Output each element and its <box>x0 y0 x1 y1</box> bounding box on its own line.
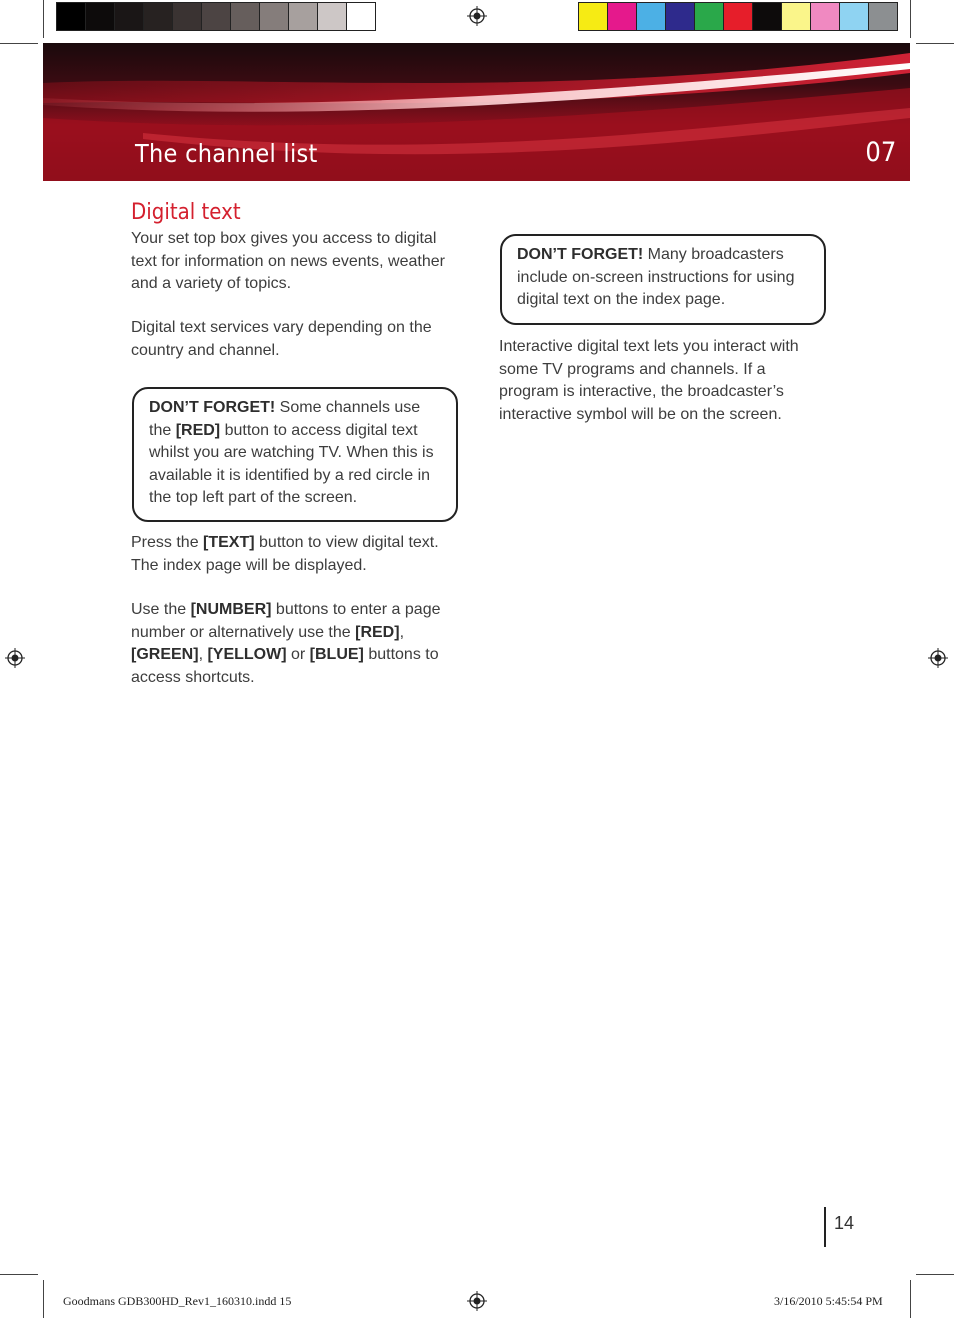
color-swatch <box>666 3 695 30</box>
process-color-bar <box>578 2 898 31</box>
services-paragraph: Digital text services vary depending on the country and channel. <box>131 319 432 359</box>
crop-mark <box>910 1280 911 1318</box>
footer-file-name: Goodmans GDB300HD_Rev1_160310.indd 15 <box>63 1294 292 1308</box>
shortcut-paragraph: Use the [NUMBER] buttons to enter a page number or alternatively use the [RED], [GREEN], [YELLOW] or [BLUE] buttons to access shortcuts. <box>131 601 441 686</box>
footer-timestamp: 3/16/2010 5:45:54 PM <box>774 1294 883 1308</box>
gray-swatch <box>231 3 260 30</box>
dont-forget-callout-index: DON’T FORGET! Many broadcasters include on-screen instructions for using digital text on the index page. <box>500 234 826 325</box>
gray-swatch <box>173 3 202 30</box>
page-number: 14 <box>834 1213 855 1233</box>
crop-mark <box>0 1274 38 1275</box>
color-swatch <box>869 3 897 30</box>
registration-mark-icon <box>5 648 25 668</box>
chapter-banner <box>43 43 910 181</box>
crop-mark <box>916 43 954 44</box>
crop-mark <box>910 0 911 38</box>
callout-label: DON’T FORGET! <box>149 399 276 416</box>
chapter-number: 07 <box>865 137 896 168</box>
color-swatch <box>695 3 724 30</box>
section-title: The channel list <box>135 139 318 168</box>
color-swatch <box>782 3 811 30</box>
section-heading: Digital text <box>131 200 241 225</box>
gray-swatch <box>86 3 115 30</box>
interactive-paragraph: Interactive digital text lets you interact with some TV programs and channels. If a program is interactive, the broadcaster’s interactive symbol will be on the screen. <box>499 338 799 423</box>
dont-forget-callout-red: DON’T FORGET! Some channels use the [RED] button to access digital text whilst you are watching TV. When this is available it is identified by a red circle in the top left part of the screen. <box>132 387 458 522</box>
registration-mark-icon <box>467 6 487 26</box>
gray-swatch <box>318 3 347 30</box>
intro-paragraph: Your set top box gives you access to digital text for information on news events, weather and a variety of topics. <box>131 230 445 292</box>
gray-swatch <box>202 3 231 30</box>
crop-mark <box>916 1274 954 1275</box>
gray-swatch <box>115 3 144 30</box>
color-swatch <box>811 3 840 30</box>
grayscale-color-bar <box>56 2 376 31</box>
callout-label: DON’T FORGET! <box>517 246 644 263</box>
page-number-divider <box>824 1207 826 1247</box>
text-button-paragraph: Press the [TEXT] button to view digital text. The index page will be displayed. <box>131 534 439 574</box>
gray-swatch <box>144 3 173 30</box>
color-swatch <box>637 3 666 30</box>
gray-swatch <box>57 3 86 30</box>
gray-swatch <box>260 3 289 30</box>
color-swatch <box>608 3 637 30</box>
color-swatch <box>579 3 608 30</box>
color-swatch <box>753 3 782 30</box>
crop-mark <box>43 0 44 38</box>
color-swatch <box>840 3 869 30</box>
gray-swatch <box>347 3 375 30</box>
registration-mark-icon <box>928 648 948 668</box>
registration-mark-icon <box>467 1291 487 1311</box>
color-swatch <box>724 3 753 30</box>
crop-mark <box>43 1280 44 1318</box>
gray-swatch <box>289 3 318 30</box>
crop-mark <box>0 43 38 44</box>
